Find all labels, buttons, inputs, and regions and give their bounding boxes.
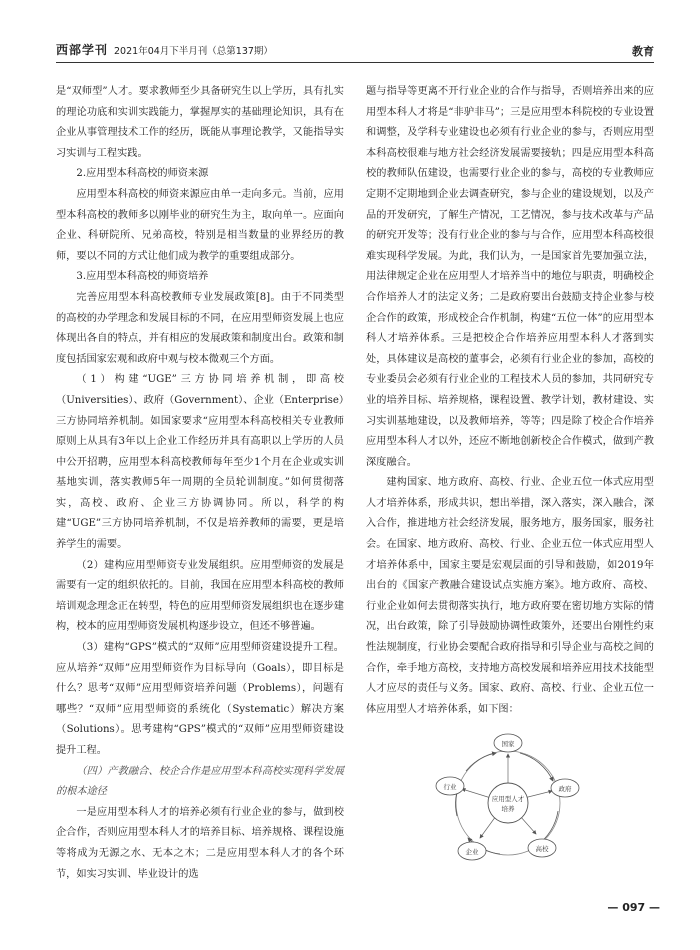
paragraph: 一是应用型本科人才的培养必须有行业企业的参与，做到校企合作，否则应用型本科人才的培养目标、培养规格、课程设施等将成为无源之水、无本之木；二是应用型本科人才的各个环节，如实习实训、毕业设计的选 bbox=[56, 806, 344, 880]
section-heading: （四）产教融合、校企合作是应用型本科高校实现科学发展的根本途径 bbox=[56, 765, 344, 798]
subheading: 2.应用型本科高校的师资来源 bbox=[76, 168, 209, 180]
paragraph: 建构国家、地方政府、高校、行业、企业五位一体式应用型人才培养体系，形成共识，想出举措，深入落实，深入融合，深入合作，推进地方社会经济发展，服务地方，服务国家，服务社会。在国家、地方政府、高校、行业、企业五位一体式应用型人才培养体系中，国家主要是宏观层面的引导和鼓励，如2019年出台的《国家产教融合建设试点实施方案》。地方政府、高校、行业企业如何去贯彻落实执行，地方政府要在密切地方实际的情况，出台政策，除了引导鼓励协调性政策外，还要出台刚性约束性法规制度，行业协会要配合政府指导和引导企业与高校之间的合作，牵手地方高校，支持地方高校发展和培养应用技术技能型人才应尽的责任与义务。国家、政府、高校、行业、企业五位一体应用型人才培养体系，如下图： bbox=[366, 477, 654, 715]
five-in-one-diagram bbox=[428, 726, 588, 876]
header-left bbox=[56, 41, 273, 62]
right-column bbox=[366, 82, 654, 720]
paragraph: 应用型本科高校的师资来源应由单一走向多元。当前，应用型本科高校的教师多以刚毕业的研究生为主，取向单一。应面向企业、科研院所、兄弟高校，特别是相当数量的业界经历的教师，要以不同的方式让他们成为教学的重要组成部分。 bbox=[56, 188, 344, 262]
page-number: — 097 — bbox=[607, 901, 660, 914]
cycle-arrow bbox=[520, 753, 553, 781]
journal-name: 西部学刊 bbox=[56, 43, 109, 57]
left-column bbox=[56, 82, 344, 885]
paragraph: （1）构建“UGE”三方协同培养机制，即高校（Universities）、政府（Government）、企业（Enterprise）三方协同培养机制。如国家要求“应用型本科高校相关专业教师原则上从具有3年以上企业工作经历并具有高职以上学历的人员中公开招聘，应用型本科高校教师每年至少1个月在企业或实训基地实训，落实教师5年一周期的全员轮训制度。”如何贯彻落实，高校、政府、企业三方协调协同。所以，科学的构建“UGE”三方协同培养机制，不仅是培养教师的需要，更是培养学生的需要。 bbox=[56, 374, 344, 551]
cycle-arrow bbox=[466, 753, 496, 771]
paragraph: 题与指导等更离不开行业企业的合作与指导，否则培养出来的应用型本科人才将是“非驴非马”；三是应用型本科院校的专业设置和调整，及学科专业建设也必须有行业企业的参与，否则应用型本科高校很难与地方社会经济发展需要接轨；四是应用型本科高校的教师队伍建设，也需要行业企业的参与，高校的专业教师应定期不定期地到企业去调查研究，参与企业的建设规划，以及产品的开发研究，了解生产情况，工艺情况，参与技术改革与产品的研究开发等；没有行业企业的参与与合作，应用型本科高校很难实现科学发展。为此，我们认为，一是国家首先要加强立法，用法律规定企业在应用型人才培养当中的地位与职责，明确校企合作培养人才的法定义务；二是政府要出台鼓励支持企业参与校企合作的政策，形成校企合作机制，构建“五位一体”的应用型本科人才培养体系。三是把校企合作培养应用型本科人才落到实处，具体建议是高校的董事会，必须有行业企业的参加，高校的专业委员会必须有行业企业的工程技术人员的参加，共同研究专业的培养目标、培养规格，课程设置、教学计划，教材建设、实习实训基地建设，以及教师培养，等等；四是除了校企合作培养应用型本科人才以外，还应不断地创新校企合作模式，做到产教深度融合。 bbox=[366, 86, 654, 468]
paragraph: （3）建构“GPS”模式的“双师”应用型师资建设提升工程。应从培养“双师”应用型师资作为目标导向（Goals），即目标是什么？思考“双师”应用型师资培养问题（Problems），问题有哪些？“双师”应用型师资的系统化（Systematic）解决方案（Solutions）。思考建构“GPS”模式的“双师”应用型师资建设提升工程。 bbox=[56, 642, 344, 756]
paragraph: （2）建构应用型师资专业发展组织。应用型师资的发展是需要有一定的组织依托的。目前，我国在应用型本科高校的教师培训观念理念正在转型，特色的应用型师资发展组织也在逐步建构，校本的应用型师资发展机构逐步设立，但还不够普遍。 bbox=[56, 559, 344, 633]
section-label: 教育 bbox=[632, 45, 654, 58]
page-header bbox=[56, 40, 654, 63]
node-country-label: 国家 bbox=[501, 740, 515, 748]
paragraph: 完善应用型本科高校教师专业发展政策[8]。由于不同类型的高校的办学理念和发展目标的不同，在应用型师资发展上也应体现出各自的特点，并有相应的发展政策和制度出台。政策和制度包括国家宏观和政府中观与校本微观三个方面。 bbox=[56, 291, 344, 365]
node-industry-label: 行业 bbox=[443, 783, 457, 791]
node-university-label: 高校 bbox=[535, 845, 549, 853]
issue-info: 2021年04月下半月刊（总第137期） bbox=[114, 46, 273, 57]
subheading: 3.应用型本科高校的师资培养 bbox=[76, 271, 209, 283]
node-government-label: 政府 bbox=[558, 785, 572, 793]
center-label-line2: 培养 bbox=[501, 805, 515, 813]
paragraph: 是“双师型”人才。要求教师至少具备研究生以上学历，具有扎实的理论功底和实训实践能力，掌握厚实的基础理论知识，具有在企业从事管理技术工作的经历，既能从事理论教学，又能指导实习实训与工程实践。 bbox=[56, 86, 344, 159]
node-enterprise-label: 企业 bbox=[465, 848, 479, 856]
center-label-line1: 应用型人才 bbox=[491, 795, 525, 803]
center-node bbox=[488, 783, 528, 823]
